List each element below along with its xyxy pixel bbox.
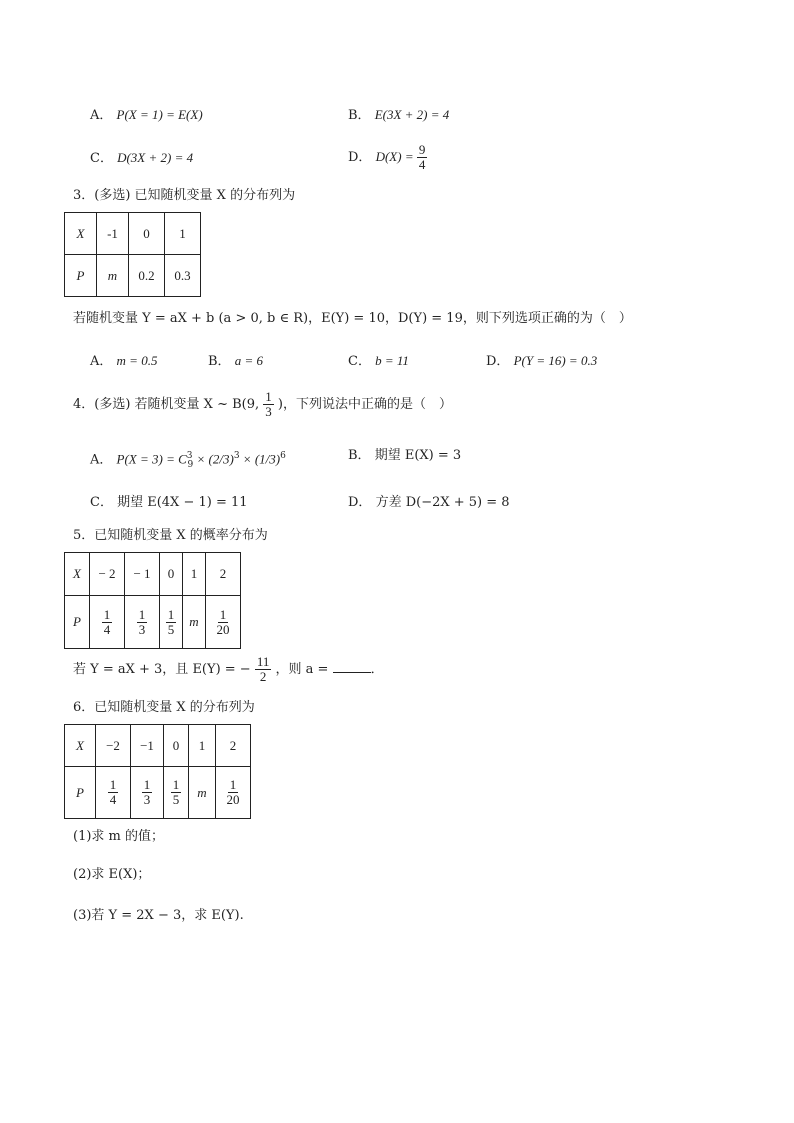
fraction: $\frac{1}{5}$ bbox=[167, 606, 175, 637]
answer-blank bbox=[333, 660, 371, 673]
table-cell: m bbox=[189, 767, 216, 819]
table-cell: 0 bbox=[129, 213, 165, 255]
q2-option-a: A． P(X = 1) = E(X) bbox=[90, 107, 203, 123]
table-cell: 1 bbox=[189, 725, 216, 767]
table-cell bbox=[216, 767, 251, 819]
table-cell bbox=[206, 596, 241, 649]
fraction: $\frac{1}{20}$ bbox=[216, 606, 230, 637]
table-cell: 1 bbox=[183, 553, 206, 596]
table-cell bbox=[90, 596, 125, 649]
q3-stem: 3．(多选) 已知随机变量 X 的分布列为 bbox=[73, 188, 296, 203]
q5-distribution-table bbox=[64, 552, 241, 649]
q6-part-3: (3)若 Y = 2X − 3，求 E(Y). bbox=[73, 908, 244, 923]
fraction: $\frac{1}{20}$ bbox=[226, 777, 240, 807]
table-cell: m bbox=[97, 255, 129, 297]
table-cell: 2 bbox=[206, 553, 241, 596]
table-cell: −1 bbox=[131, 725, 164, 767]
table-cell: P bbox=[65, 767, 96, 819]
q2-option-b: B． E(3X + 2) = 4 bbox=[348, 107, 450, 123]
fraction: $\frac{1}{5}$ bbox=[172, 777, 180, 807]
table-cell bbox=[125, 596, 160, 649]
q5-condition: 若 Y = aX + 3，且 E(Y) = − $\frac{11}{2}$ ，则 a = ． bbox=[73, 654, 384, 684]
q4-stem: 4．(多选) 若随机变量 X ~ B(9, $\frac{1}{3}$ )，下列说法中正确的是（ ） bbox=[73, 389, 452, 419]
table-cell: 2 bbox=[216, 725, 251, 767]
fraction: $\frac{1}{3}$ bbox=[143, 777, 151, 807]
table-cell: 0.3 bbox=[165, 255, 201, 297]
table-cell: P bbox=[65, 255, 97, 297]
q3-option-d: D． P(Y = 16) = 0.3 bbox=[486, 353, 598, 369]
table-cell: X bbox=[65, 553, 90, 596]
q4-option-b: B． 期望 E(X) = 3 bbox=[348, 448, 462, 463]
q4-option-d: D． 方差 D(−2X + 5) = 8 bbox=[348, 495, 510, 510]
q4-option-a: A． $P(X = 3) = C^3_9 \times (2/3)^3 \times (1/3)^6$ bbox=[90, 451, 286, 470]
table-cell bbox=[164, 767, 189, 819]
table-cell: 0 bbox=[164, 725, 189, 767]
table-cell bbox=[96, 767, 131, 819]
q2-option-d: D． D(X) = $\frac{9}{4}$ bbox=[348, 142, 426, 172]
table-cell bbox=[160, 596, 183, 649]
table-cell: P bbox=[65, 596, 90, 649]
table-cell: − 2 bbox=[90, 553, 125, 596]
q3-distribution-table bbox=[64, 212, 201, 297]
q5-stem: 5．已知随机变量 X 的概率分布为 bbox=[73, 528, 268, 543]
table-cell: − 1 bbox=[125, 553, 160, 596]
q3-option-b: B． a = 6 bbox=[208, 353, 263, 369]
q4-option-c: C． 期望 E(4X − 1) = 11 bbox=[90, 495, 248, 510]
q6-part-1: (1)求 m 的值； bbox=[73, 829, 165, 844]
q6-distribution-table bbox=[64, 724, 251, 819]
table-cell: −2 bbox=[96, 725, 131, 767]
q6-stem: 6．已知随机变量 X 的分布列为 bbox=[73, 700, 255, 715]
fraction: $\frac{1}{4}$ bbox=[103, 606, 111, 637]
fraction: $\frac{11}{2}$ bbox=[256, 654, 270, 684]
table-cell: 0 bbox=[160, 553, 183, 596]
table-cell: m bbox=[183, 596, 206, 649]
q6-part-2: (2)求 E(X)； bbox=[73, 867, 151, 882]
fraction: $\frac{1}{3}$ bbox=[265, 389, 272, 419]
fraction: $\frac{1}{3}$ bbox=[138, 606, 146, 637]
table-cell: 0.2 bbox=[129, 255, 165, 297]
table-cell: X bbox=[65, 725, 96, 767]
table-cell: 1 bbox=[165, 213, 201, 255]
q3-option-c: C． b = 11 bbox=[348, 353, 409, 369]
q3-option-a: A． m = 0.5 bbox=[90, 353, 158, 369]
fraction: $\frac{1}{4}$ bbox=[109, 777, 117, 807]
q3-condition: 若随机变量 Y = aX + b (a > 0, b ∈ R)，E(Y) = 10，D(Y) = 19，则下列选项正确的为（ ） bbox=[73, 311, 632, 326]
table-cell: -1 bbox=[97, 213, 129, 255]
q2-option-c: C． D(3X + 2) = 4 bbox=[90, 150, 194, 166]
table-cell: X bbox=[65, 213, 97, 255]
fraction: $\frac{9}{4}$ bbox=[418, 142, 426, 172]
table-cell bbox=[131, 767, 164, 819]
